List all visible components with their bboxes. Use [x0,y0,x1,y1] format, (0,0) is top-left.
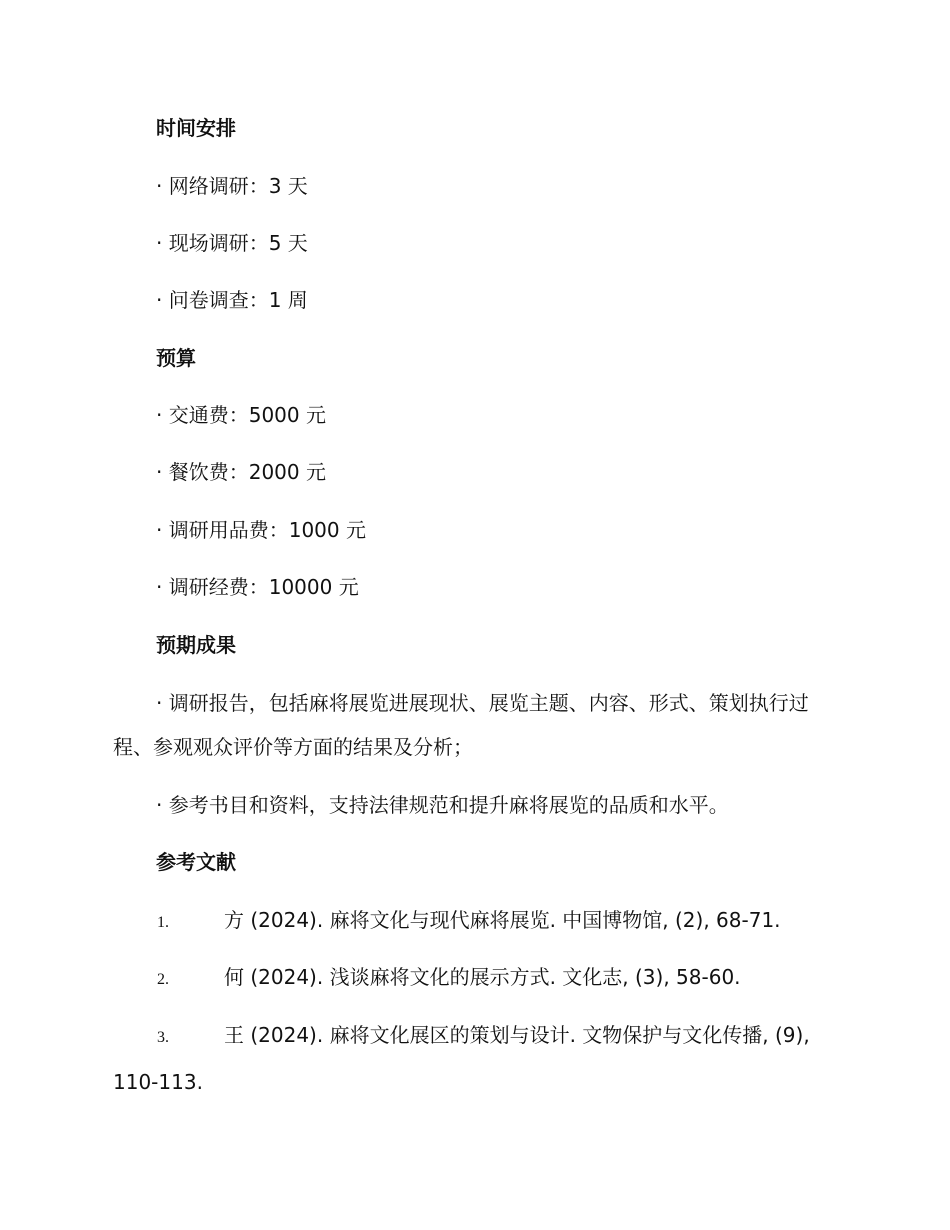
reference-item [113,955,828,1002]
outcome-item-references: · 参考书目和资料，支持法律规范和提升麻将展览的品质和水平。 [156,793,729,817]
reference-text: 方 (2024). 麻将文化与现代麻将展览. 中国博物馆, (2), 68-71. [224,908,781,932]
budget-item-meals: · 餐饮费：2000 元 [156,460,326,484]
reference-number: 1. [157,914,169,931]
schedule-item-online-research: · 网络调研：3 天 [156,174,308,198]
budget-item-supplies: · 调研用品费：1000 元 [156,518,366,542]
outcomes-heading: 预期成果 [156,633,236,657]
budget-item-transport: · 交通费：5000 元 [156,403,326,427]
outcome-item-report: · 调研报告，包括麻将展览进展现状、展览主题、内容、形式、策划执行过程、参观观众评价等方面的结果及分析； [113,691,809,759]
reference-item [113,1013,828,1104]
budget-heading: 预算 [156,346,196,370]
schedule-heading: 时间安排 [156,116,236,140]
reference-text: 王 (2024). 麻将文化展区的策划与设计. 文物保护与文化传播, (9), 110-113. [113,1023,810,1094]
schedule-item-survey: · 问卷调查：1 周 [156,288,308,312]
budget-item-total: · 调研经费：10000 元 [156,575,359,599]
references-heading: 参考文献 [156,850,236,874]
schedule-item-field-research: · 现场调研：5 天 [156,231,308,255]
reference-number: 2. [157,971,169,988]
reference-text: 何 (2024). 浅谈麻将文化的展示方式. 文化志, (3), 58-60. [224,965,741,989]
reference-item [113,898,828,945]
reference-number: 3. [157,1029,169,1046]
